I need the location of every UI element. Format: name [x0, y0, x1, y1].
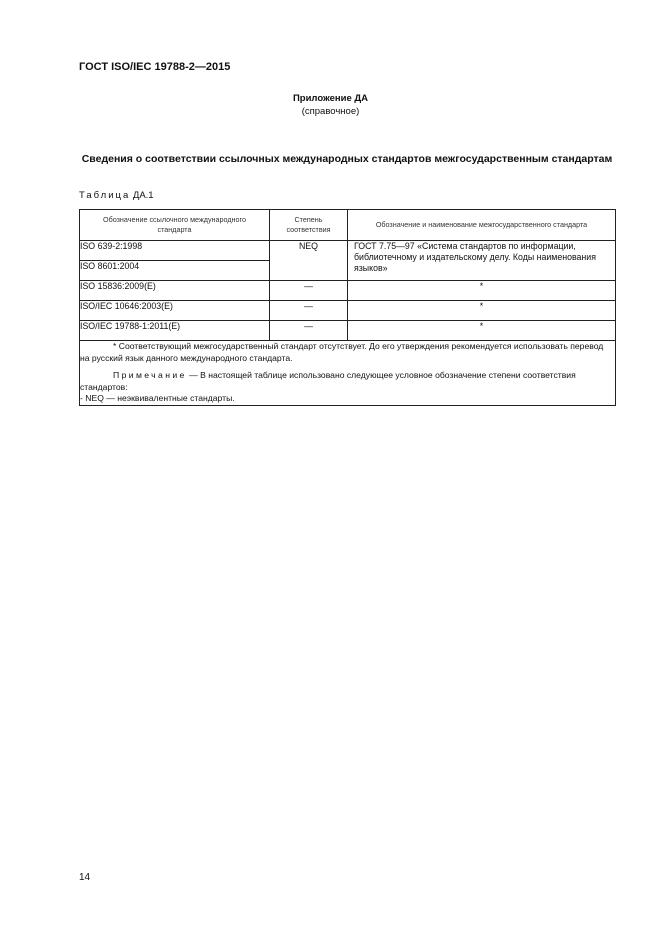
degree-cell: —	[270, 281, 348, 301]
document-code: ГОСТ ISO/IEC 19788-2—2015	[79, 61, 231, 73]
note-text: — В настоящей таблице использовано следующее условное обозначение степени соответствия стандартов:	[80, 370, 576, 392]
degree-cell: —	[270, 301, 348, 321]
degree-cell-merged: NEQ	[270, 241, 348, 281]
table-notes-row	[80, 341, 616, 406]
reference-cell: ISO 639-2:1998	[80, 241, 270, 261]
national-cell: *	[348, 281, 616, 301]
header-degree: Степень соответствия	[270, 210, 348, 241]
table-row	[80, 241, 616, 261]
note-paragraph	[80, 370, 615, 393]
table-row	[80, 301, 616, 321]
national-cell: *	[348, 321, 616, 341]
appendix-title: Приложение ДА	[292, 93, 369, 104]
table-caption	[79, 190, 154, 201]
notes-cell	[80, 341, 616, 406]
note-label: Примечание	[113, 370, 187, 380]
footnote: * Соответствующий межгосударственный стандарт отсутствует. До его утверждения рекомендуется использовать перевод на русский язык данного международного стандарта.	[80, 341, 604, 363]
table-row	[80, 281, 616, 301]
reference-cell: ISO/IEC 10646:2003(E)	[80, 301, 270, 321]
table-caption-label: Таблица	[79, 190, 131, 201]
table-header-row	[80, 210, 616, 241]
table-caption-number: ДА.1	[132, 190, 154, 201]
note-item: - NEQ — неэквивалентные стандарты.	[80, 393, 235, 403]
reference-cell: ISO 8601:2004	[80, 261, 270, 281]
appendix-subtitle: (справочное)	[301, 106, 360, 117]
national-cell: *	[348, 301, 616, 321]
reference-cell: ISO/IEC 19788-1:2011(E)	[80, 321, 270, 341]
degree-cell: —	[270, 321, 348, 341]
standards-table	[79, 209, 616, 406]
page-number: 14	[79, 872, 91, 883]
appendix-heading	[0, 92, 661, 118]
section-title: Сведения о соответствии ссылочных международных стандартов межгосударственным стандартам	[81, 153, 613, 165]
header-national-standard: Обозначение и наименование межгосударственного стандарта	[348, 210, 616, 241]
national-cell-merged: ГОСТ 7.75—97 «Система стандартов по информации, библиотечному и издательскому делу. Коды наименования языков»	[348, 241, 616, 281]
header-reference-standard: Обозначение ссылочного международного стандарта	[80, 210, 270, 241]
table-row	[80, 321, 616, 341]
reference-cell: ISO 15836:2009(E)	[80, 281, 270, 301]
